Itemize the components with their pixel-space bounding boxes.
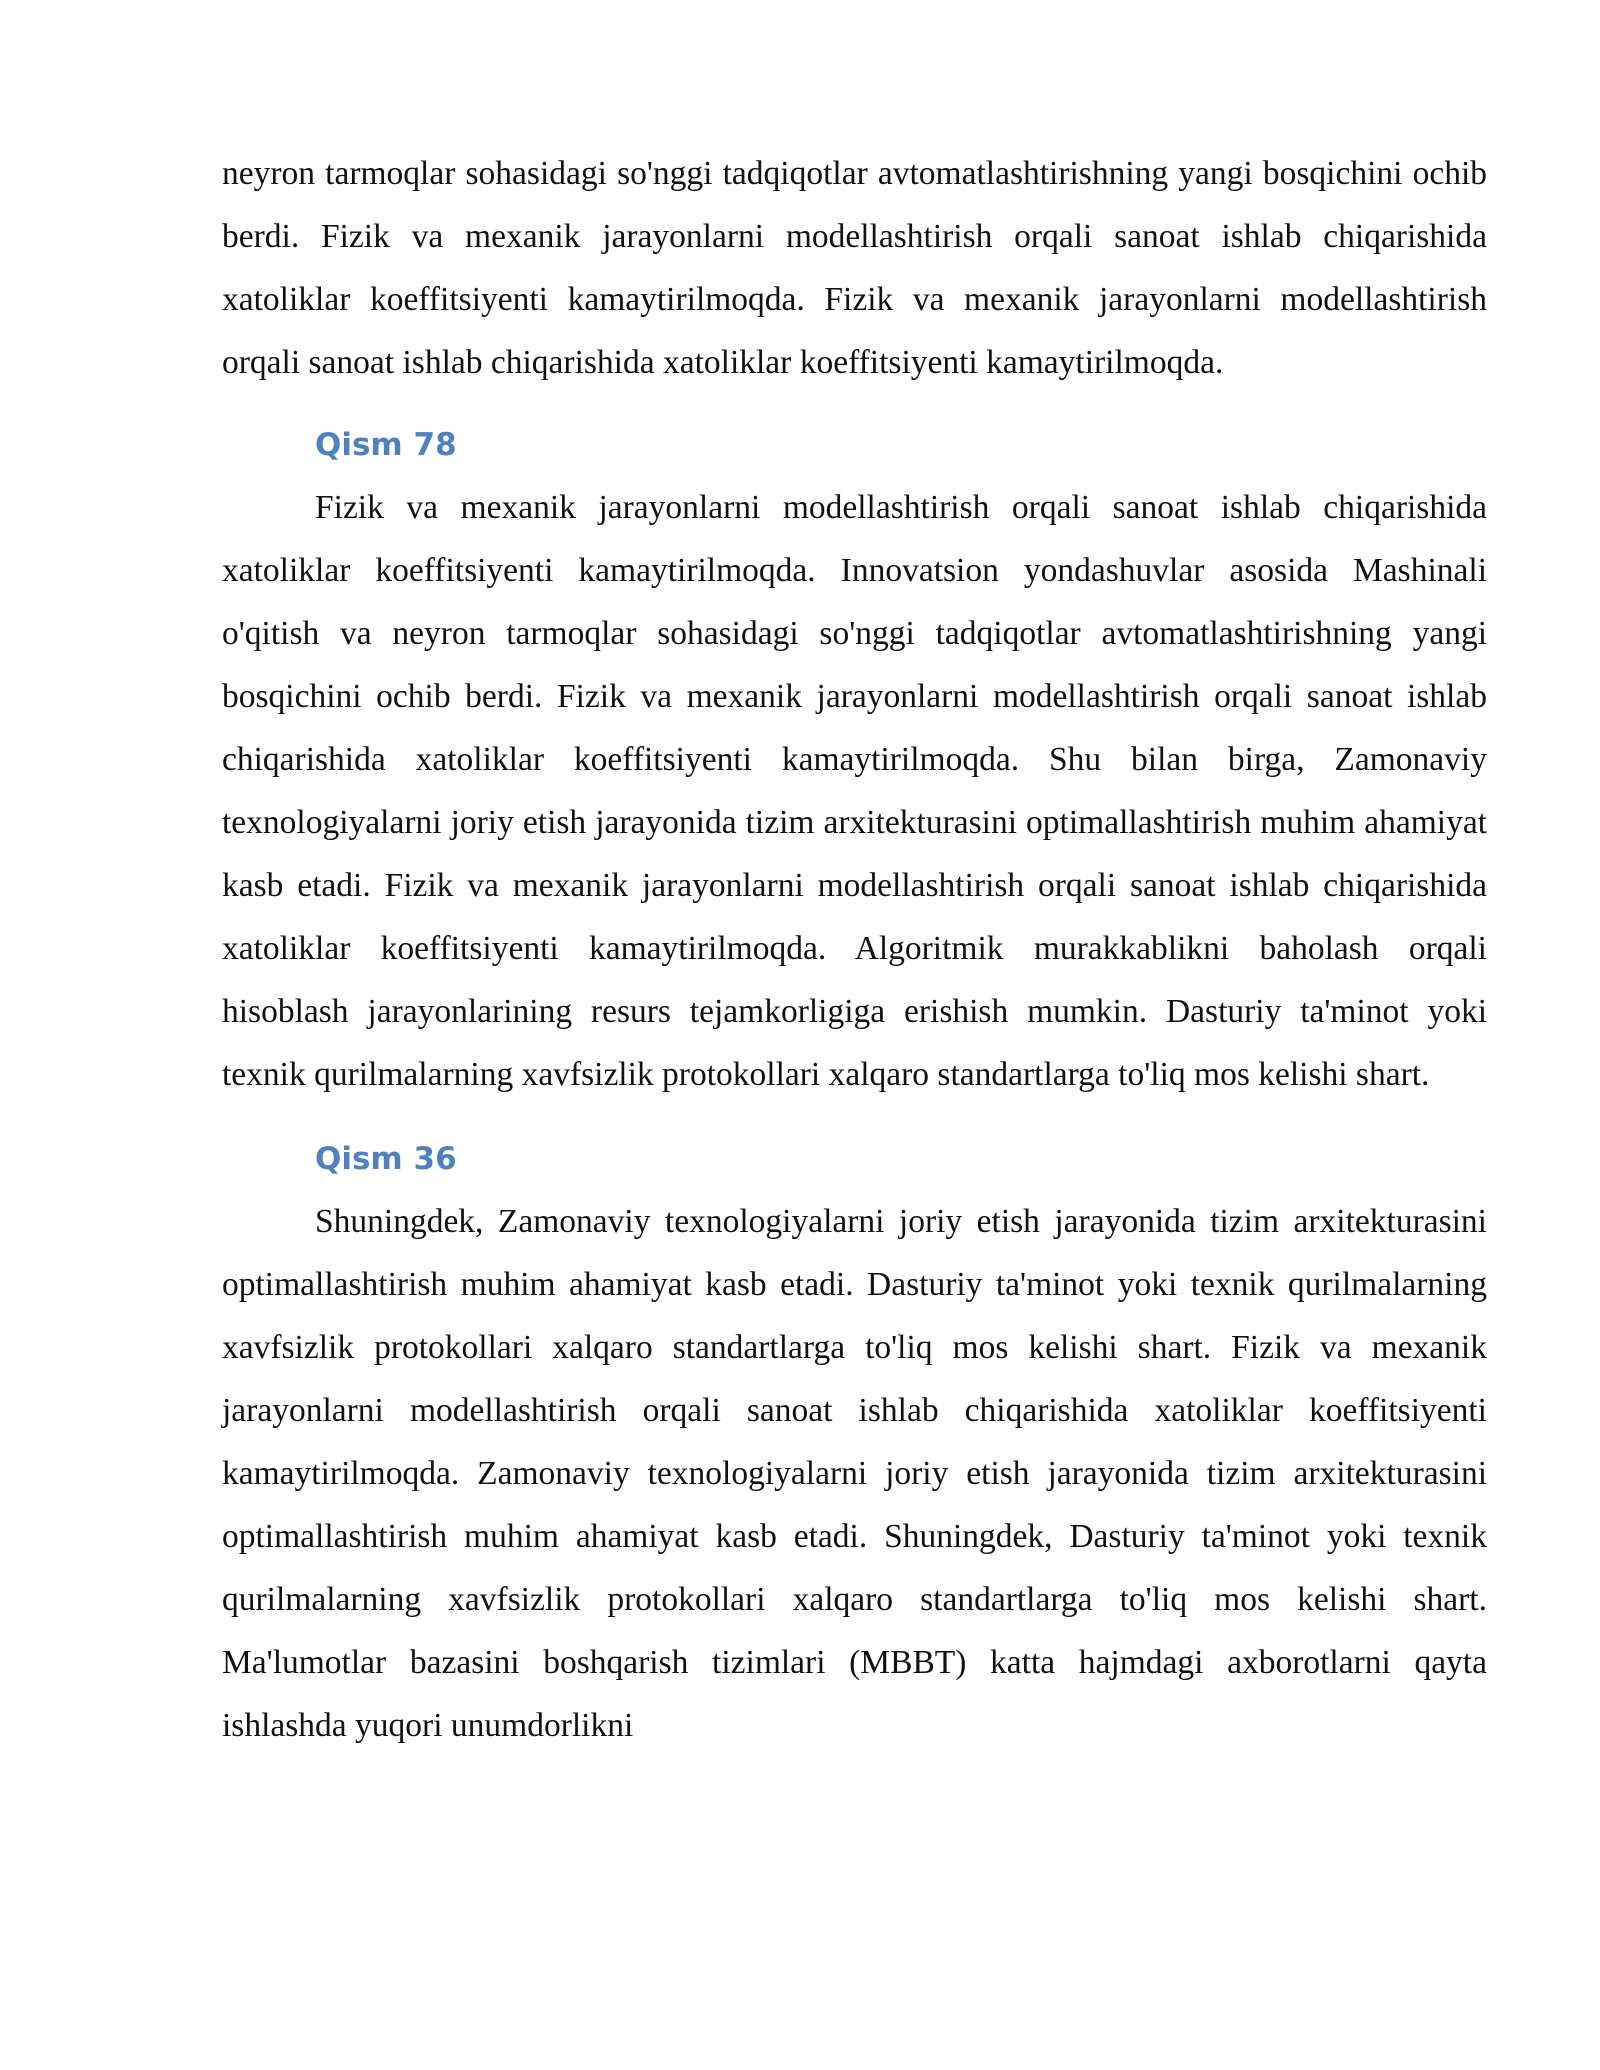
section-heading: Qism 36 [315,1141,457,1177]
body-paragraph: neyron tarmoqlar sohasidagi so'nggi tadqiqotlar avtomatlashtirishning yangi bosqichini ochib berdi. Fizik va mexanik jarayonlarni modellashtirish orqali sanoat ishlab chiqarishida xatoliklar koeffitsiyenti kamaytirilmoqda. Fizik va mexanik jarayonlarni modellashtirish orqali sanoat ishlab chiqarishida xatoliklar koeffitsiyenti kamaytirilmoqda. [222,155,1487,381]
body-paragraph: Shuningdek, Zamonaviy texnologiyalarni joriy etish jarayonida tizim arxitekturasini optimallashtirish muhim ahamiyat kasb etadi. Dasturiy ta'minot yoki texnik qurilmalarning xavfsizlik protokollari xalqaro standartlarga to'liq mos kelishi shart. Fizik va mexanik jarayonlarni modellashtirish orqali sanoat ishlab chiqarishida xatoliklar koeffitsiyenti kamaytirilmoqda. Zamonaviy texnologiyalarni joriy etish jarayonida tizim arxitekturasini optimallashtirish muhim ahamiyat kasb etadi. Shuningdek, Dasturiy ta'minot yoki texnik qurilmalarning xavfsizlik protokollari xalqaro standartlarga to'liq mos kelishi shart. Ma'lumotlar bazasini boshqarish tizimlari (MBBT) katta hajmdagi axborotlarni qayta ishlashda yuqori unumdorlikni [222,1203,1487,1744]
section-heading: Qism 78 [315,427,457,463]
page-content [222,142,1487,1757]
body-paragraph: Fizik va mexanik jarayonlarni modellashtirish orqali sanoat ishlab chiqarishida xatoliklar koeffitsiyenti kamaytirilmoqda. Innovatsion yondashuvlar asosida Mashinali o'qitish va neyron tarmoqlar sohasidagi so'nggi tadqiqotlar avtomatlashtirishning yangi bosqichini ochib berdi. Fizik va mexanik jarayonlarni modellashtirish orqali sanoat ishlab chiqarishida xatoliklar koeffitsiyenti kamaytirilmoqda. Shu bilan birga, Zamonaviy texnologiyalarni joriy etish jarayonida tizim arxitekturasini optimallashtirish muhim ahamiyat kasb etadi. Fizik va mexanik jarayonlarni modellashtirish orqali sanoat ishlab chiqarishida xatoliklar koeffitsiyenti kamaytirilmoqda. Algoritmik murakkablikni baholash orqali hisoblash jarayonlarining resurs tejamkorligiga erishish mumkin. Dasturiy ta'minot yoki texnik qurilmalarning xavfsizlik protokollari xalqaro standartlarga to'liq mos kelishi shart. [222,489,1487,1093]
